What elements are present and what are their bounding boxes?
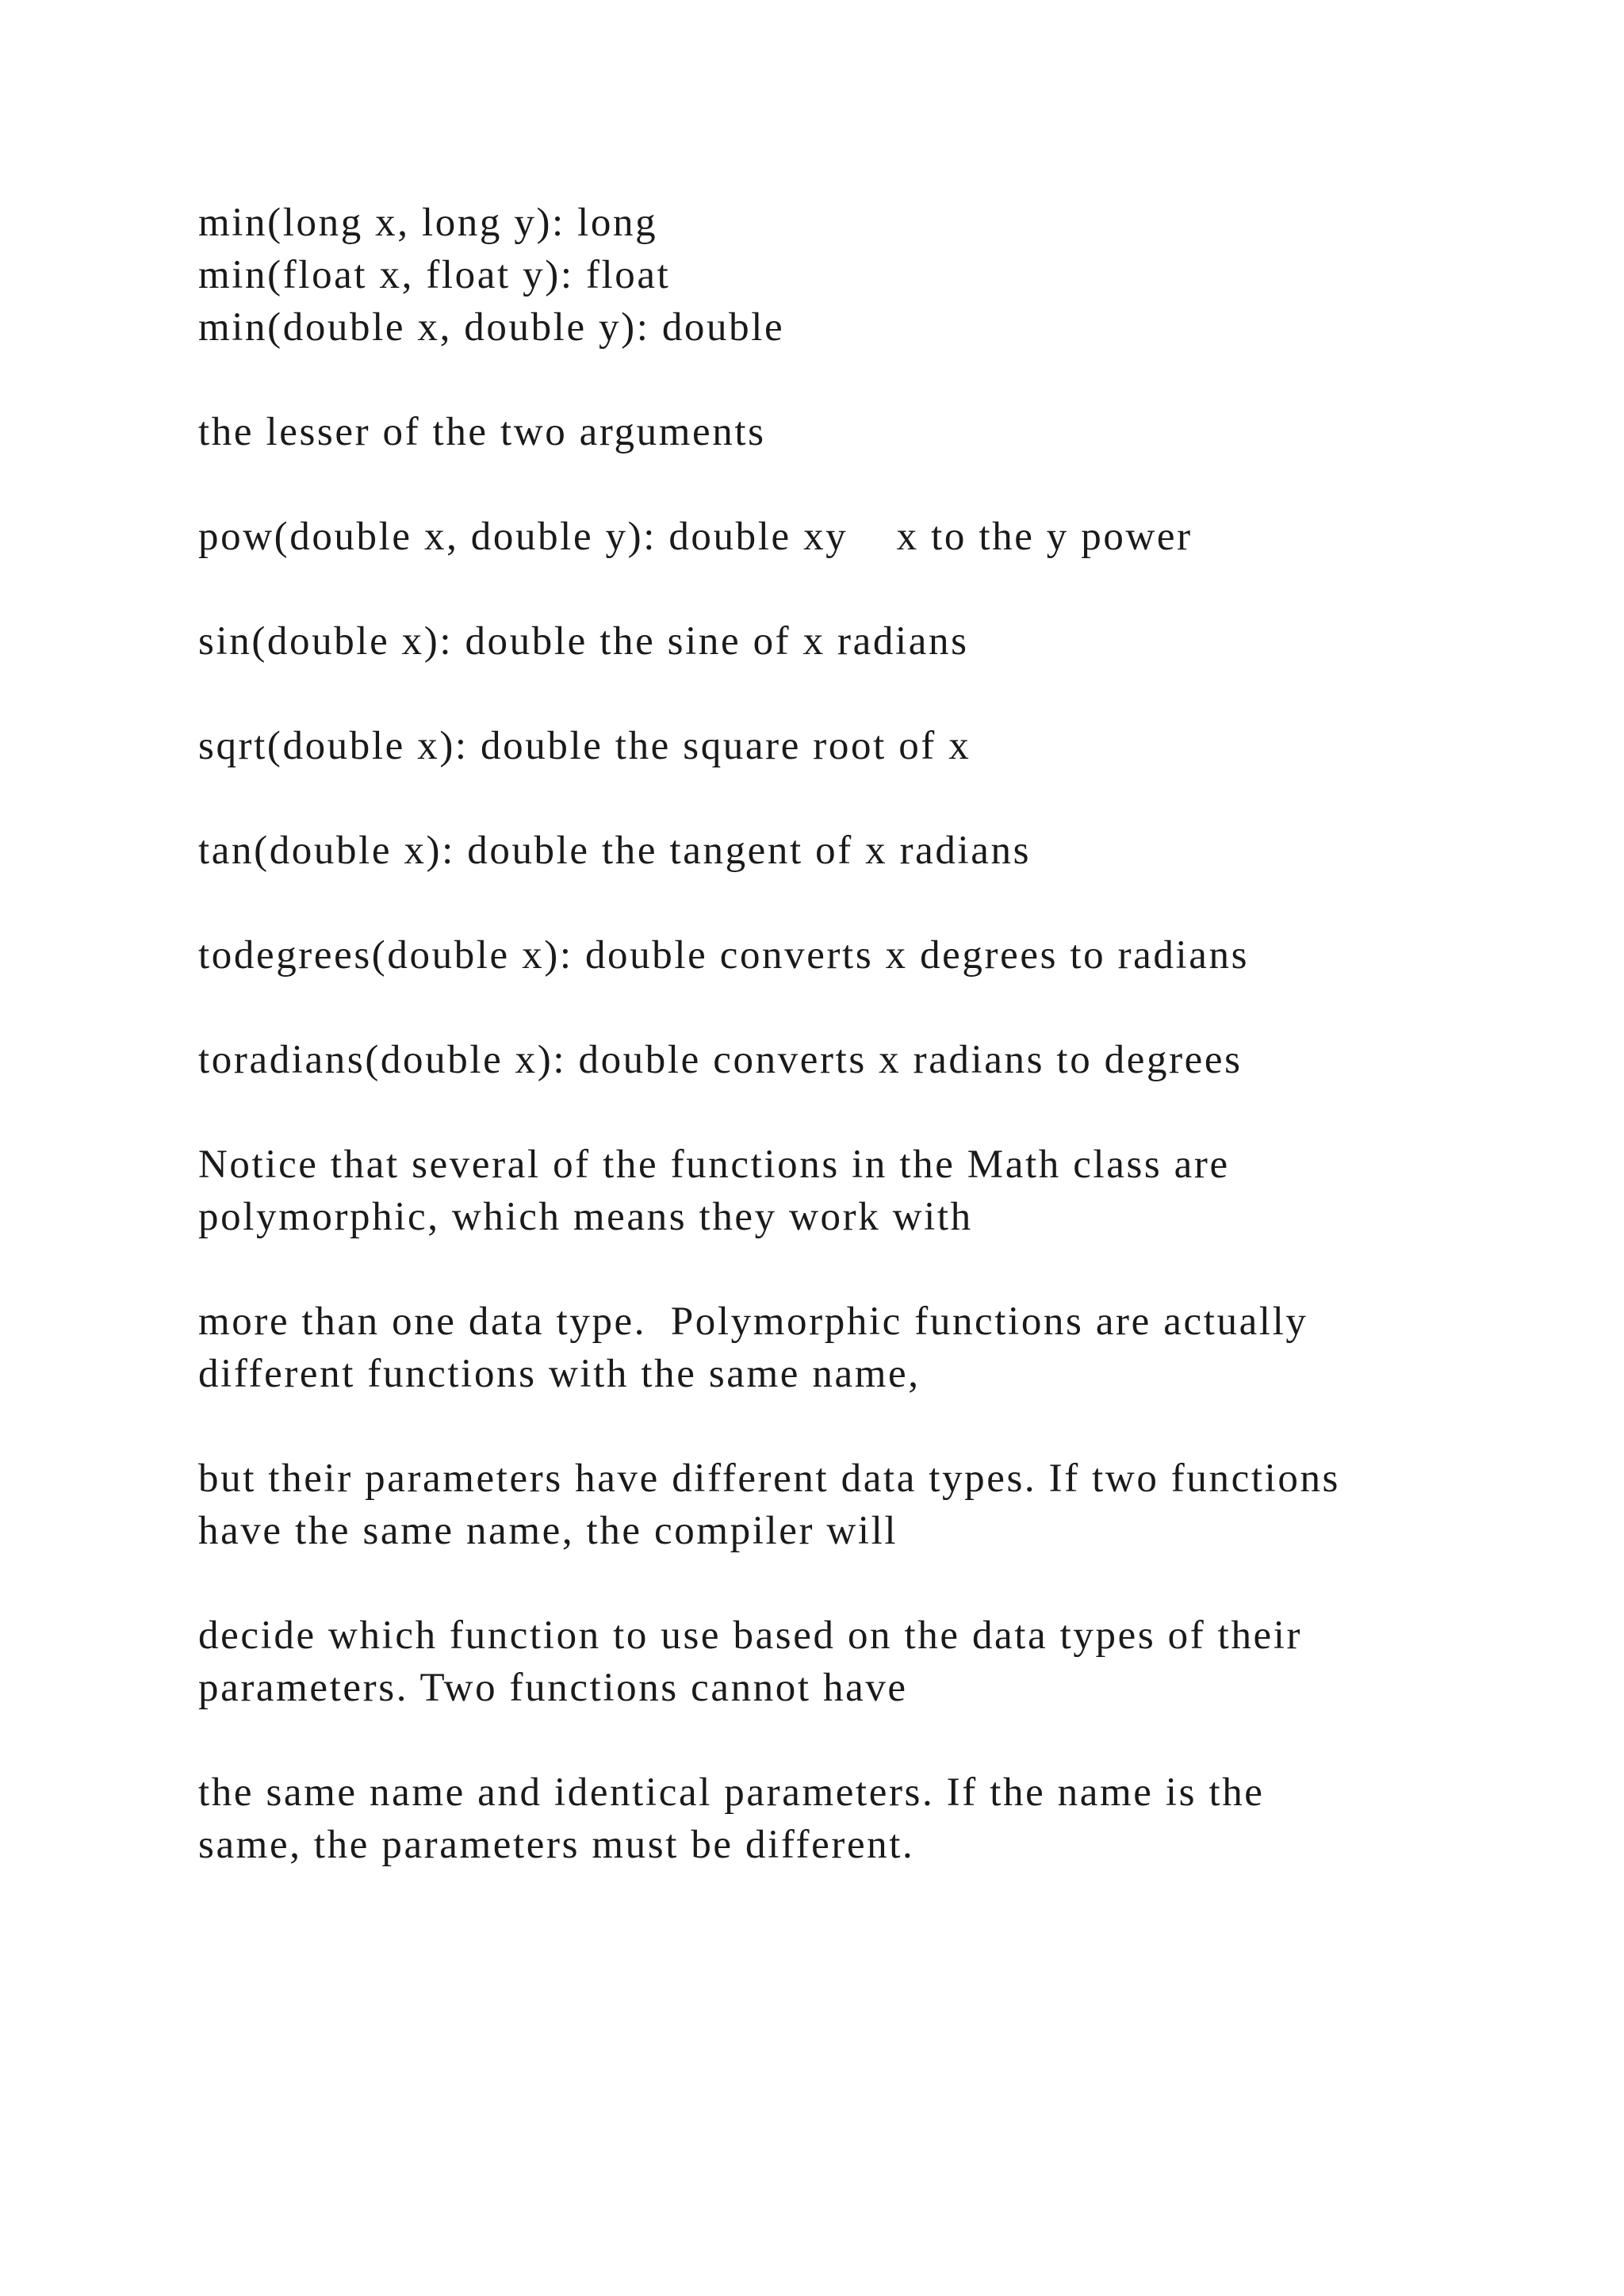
blank-line: [198, 458, 1515, 511]
text-line: Notice that several of the functions in the Math class are: [198, 1142, 1230, 1187]
text-line: todegrees(double x): double converts x degrees to radians: [198, 933, 1250, 978]
document-body: [198, 197, 1515, 1871]
blank-line: [198, 1400, 1515, 1452]
blank-line: [198, 772, 1515, 825]
text-line: parameters. Two functions cannot have: [198, 1666, 908, 1710]
blank-line: [198, 1557, 1515, 1609]
blank-line: [198, 877, 1515, 929]
text-line: polymorphic, which means they work with: [198, 1195, 973, 1239]
text-line: sqrt(double x): double the square root of x: [198, 724, 971, 768]
blank-line: [198, 1714, 1515, 1766]
text-line: but their parameters have different data types. If two functions: [198, 1456, 1341, 1501]
text-line: toradians(double x): double converts x radians to degrees: [198, 1038, 1243, 1082]
text-line: pow(double x, double y): double xy x to the y power: [198, 515, 1193, 559]
text-line: same, the parameters must be different.: [198, 1823, 915, 1867]
blank-line: [198, 354, 1515, 406]
text-line: different functions with the same name,: [198, 1352, 921, 1396]
text-line: tan(double x): double the tangent of x radians: [198, 828, 1032, 873]
blank-line: [198, 563, 1515, 615]
text-line: the lesser of the two arguments: [198, 410, 766, 454]
text-line: more than one data type. Polymorphic functions are actually: [198, 1299, 1308, 1344]
blank-line: [198, 1086, 1515, 1138]
text-line: the same name and identical parameters. If the name is the: [198, 1770, 1265, 1815]
text-line: sin(double x): double the sine of x radians: [198, 619, 969, 664]
blank-line: [198, 1243, 1515, 1295]
blank-line: [198, 982, 1515, 1034]
text-line: min(float x, float y): float: [198, 253, 671, 297]
text-line: decide which function to use based on the data types of their: [198, 1613, 1303, 1658]
text-line: min(long x, long y): long: [198, 201, 658, 245]
text-line: min(double x, double y): double: [198, 305, 785, 350]
text-line: have the same name, the compiler will: [198, 1509, 898, 1553]
blank-line: [198, 668, 1515, 720]
